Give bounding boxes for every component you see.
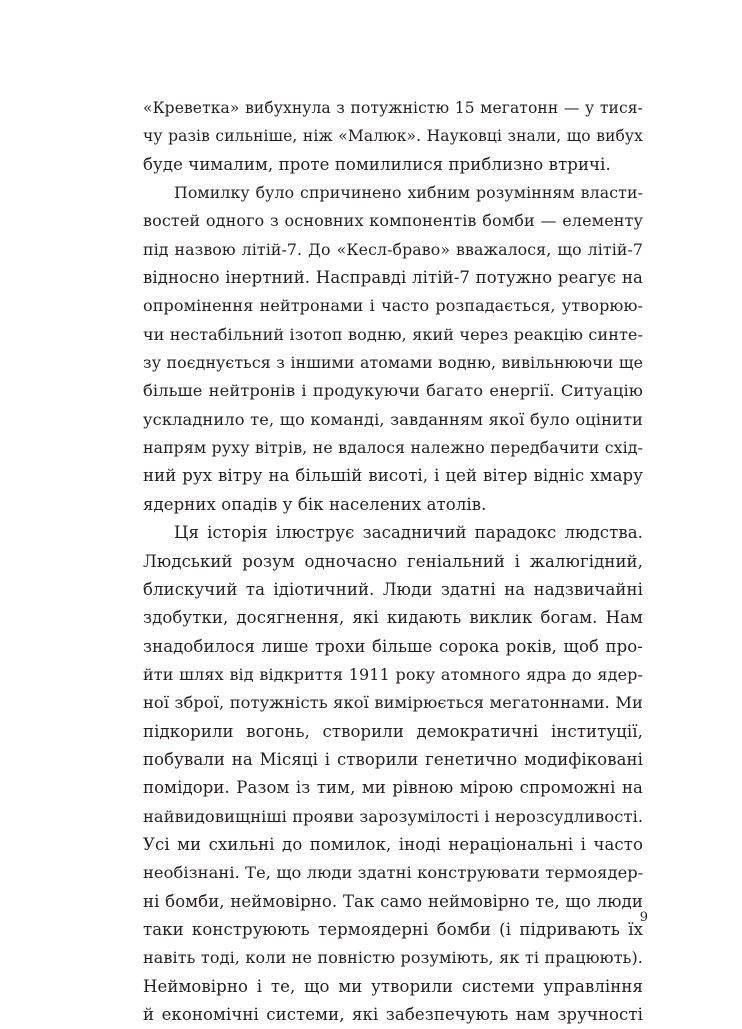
text-line: йти шлях від відкриття 1911 року атомного ядра до ядер- [143,664,643,684]
text-line: підкорили вогонь, створили демократичні інституції, [143,721,643,741]
text-line: найвидовищніші прояви зарозумілості і нерозсудливості. [143,806,643,826]
paragraph-3 [143,519,643,1029]
text-line: помідори. Разом із тим, ми рівною мірою спроможні на [143,778,643,798]
paragraph-1 [143,94,643,179]
text-line: чу разів сильніше, ніж «Малюк». Науковці знали, що вибух [143,127,643,146]
text-line: навіть тоді, коли не повністю розуміють, як ті працюють). [143,948,643,968]
text-line: опромінення нейтронами і часто розпадається, утворюю- [143,296,643,316]
text-line: Помилку було спричинено хибним розумінням власти- [174,183,643,203]
text-line: більше нейтронів і продукуючи багато енергії. Ситуацію [143,381,643,401]
text-line: «Креветка» вибухнула з потужністю 15 мегатонн — у тися- [143,99,643,117]
text-line: Ця історія ілюструє засадничий парадокс людства. [174,523,643,543]
text-line: відносно інертний. Насправді літій-7 потужно реагує на [143,268,643,288]
text-line: Людський розум одночасно геніальний і жалюгідний, [143,551,643,571]
text-line: побували на Місяці і створили генетично модифіковані [143,749,643,769]
text-line: буде чималим, проте помилилися приблизно втричі. [143,154,611,174]
text-line: напрям руху вітрів, не вдалося належно передбачити схід- [143,438,643,458]
text-line: Усі ми схильні до помилок, іноді нераціональні і часто [143,834,643,854]
text-line: чи нестабільний ізотоп водню, який через реакцію синте- [143,324,643,344]
text-line: ної зброї, потужність якої вимірюється мегатоннами. Ми [143,693,643,713]
text-line: під назвою літій-7. До «Кесл-браво» вважалося, що літій-7 [143,239,643,259]
page-number: 9 [639,910,648,925]
text-line: ядерних опадів у бік населених атолів. [143,494,487,514]
text-line: здобутки, досягнення, які кидають виклик богам. Нам [143,608,643,628]
text-line: таки конструюють термоядерні бомби (і підривають їх [143,919,643,939]
text-line: ні бомби, неймовірно. Так само неймовірно те, що люди [143,891,643,911]
text-line: блискучий та ідіотичний. Люди здатні на надзвичайні [143,579,643,599]
text-line: ний рух вітру на більшій висоті, і цей вітер відніс хмару [143,466,643,486]
paragraph-2 [143,179,643,519]
text-line: востей одного з основних компонентів бомби — елементу [143,211,643,231]
text-line: зу поєднується з іншими атомами водню, вивільнюючи ще [143,353,643,373]
text-line: й економічні системи, які забезпечують нам зручності [143,1005,643,1024]
text-line: ускладнило те, що команді, завданням якої було оцінити [143,409,643,429]
text-line: знадобилося лише трохи більше сорока років, щоб про- [143,636,643,656]
text-line: необізнані. Те, що люди здатні конструювати термоядер- [143,863,643,883]
body-text [143,94,643,1029]
text-line: Неймовірно і те, що ми утворили системи управління [143,976,643,996]
